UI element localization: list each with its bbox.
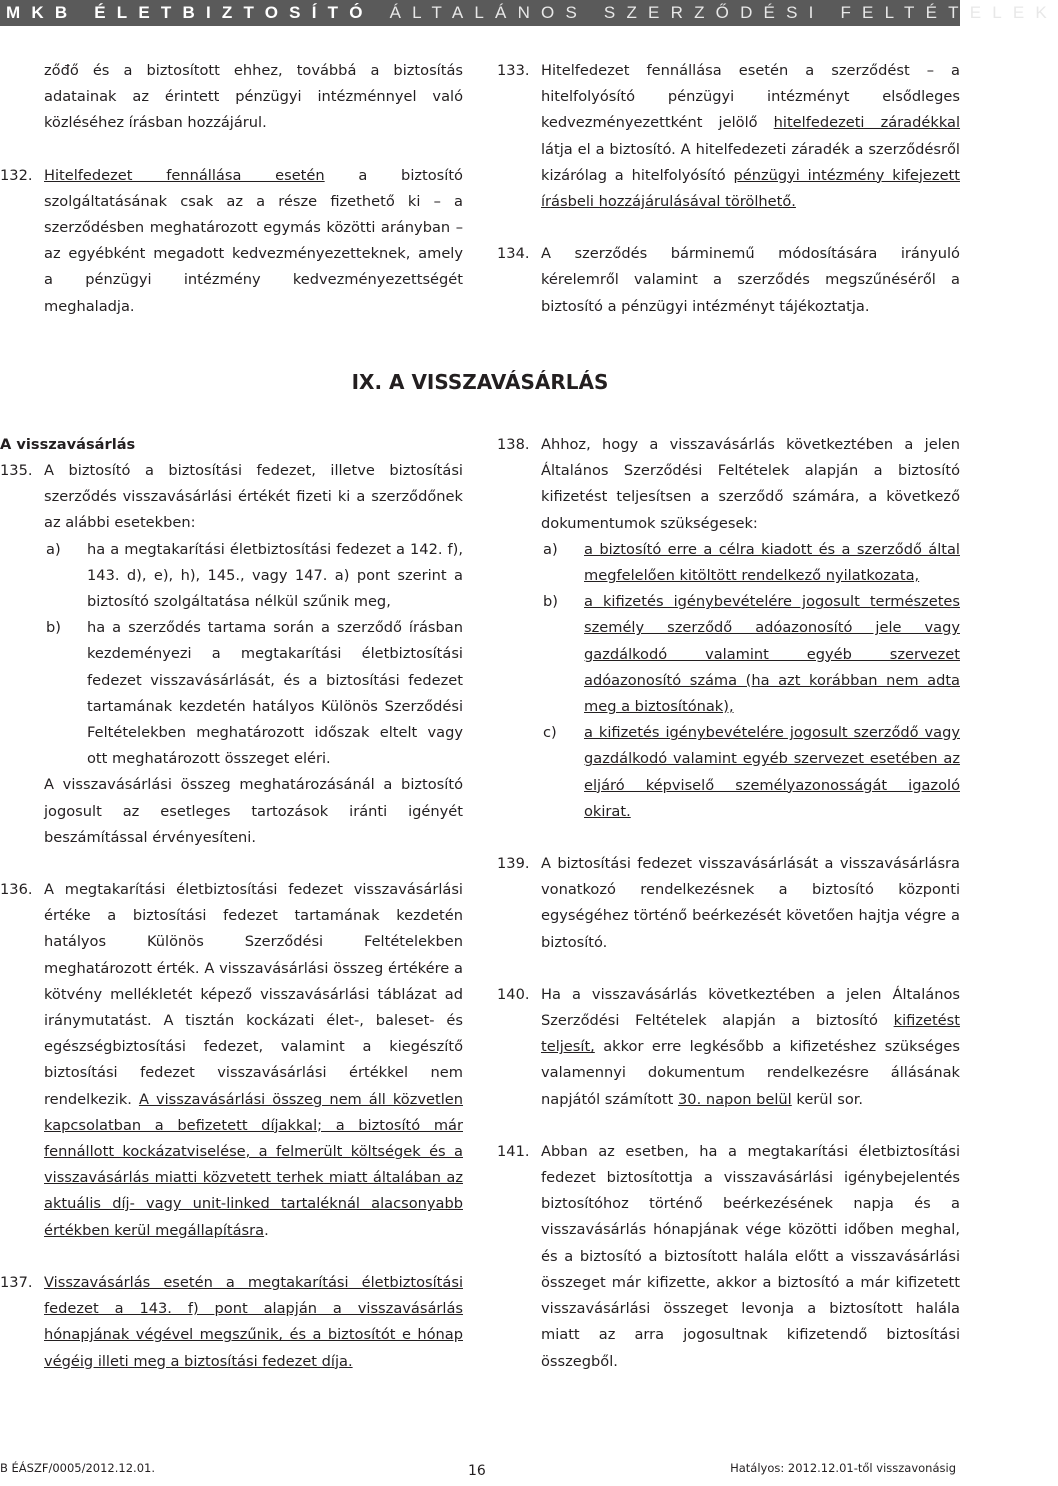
paragraph-continuation (0, 58, 463, 137)
list-item-c (497, 720, 960, 825)
underlined-text: a kifizetés igénybevételére jogosult szerződő vagy gazdálkodó valamint egyéb szervezet esetében az eljáró képviselő személyazonosságát igazoló okirat. (584, 724, 960, 820)
paragraph-number: 141. (497, 1142, 530, 1160)
section-title: IX. A VISSZAVÁSÁRLÁS (351, 370, 609, 394)
list-label: c) (543, 724, 557, 742)
list-item-a (497, 537, 960, 589)
paragraph-136 (0, 877, 463, 1244)
paragraph-text: Ha a visszavásárlás következtében a jelen Általános Szerződési Feltételek alapján a biztosító (541, 985, 960, 1030)
page-header (0, 0, 1058, 26)
paragraph-text: A megtakarítási életbiztosítási fedezet visszavásárlási értéke a biztosítási fedezet tartamának kezdetén hatályos Különös Szerződési Feltételekben meghatározott érték. A visszavásárlási összeg értékére a kötvény mellékletét képező visszavásárlási táblázat ad iránymutatást. A tisztán kockázati élet-, baleset- és egészségbiztosítási fedezet, valamint a kiegészítő biztosítási fedezet visszavásárlási értékkel nem rendelkezik. (44, 881, 463, 1108)
paragraph-number: 136. (0, 881, 33, 899)
header-doc-title: ÁLTALÁNOS SZERZŐDÉSI FELTÉTELEK (389, 3, 1058, 22)
paragraph-132 (0, 163, 463, 320)
underlined-text: Hitelfedezet fennállása esetén (44, 166, 325, 184)
paragraph-text: A biztosító a biztosítási fedezet, illetve biztosítási szerződés visszavásárlási értékét fizeti ki a szerződőnek az alábbi esetekben: (44, 462, 463, 532)
paragraph-text: zőđő és a biztosított ehhez, továbbá a biztosítás adatainak az érintett pénzügyi intézménnyel való közléséhez írásban hozzájárul. (44, 62, 463, 132)
paragraph-text: látja el a biztosító. A hitelfedezeti záradék a szerződésről kizárólag a hitelfolyósító (541, 140, 960, 184)
right-bottom-column (497, 432, 960, 1375)
paragraph-text: A biztosítási fedezet visszavásárlását a visszavásárlásra vonatkozó rendelkezésnek a biztosító központi egységéhez történő beérkezését követően hajtja végre a biztosító. (541, 855, 960, 951)
paragraph-135 (0, 458, 463, 537)
paragraph-text: kerül sor. (791, 1090, 864, 1108)
paragraph-text: . (264, 1221, 269, 1239)
underlined-text: pénzügyi intézmény kifejezett írásbeli hozzájárulásával törölhető. (541, 166, 960, 211)
left-bottom-column (0, 458, 463, 1375)
paragraph-number: 134. (497, 245, 530, 263)
list-item-b (497, 589, 960, 720)
page-number: 16 (468, 1463, 486, 1479)
right-top-column (497, 58, 960, 320)
underlined-text: a biztosító erre a célra kiadott és a szerződő által megfelelően kitöltött rendelkező nyilatkozata, (584, 540, 960, 585)
document-code: B ÉÁSZF/0005/2012.12.01. (0, 1461, 155, 1475)
list-text: ha a szerződés tartama során a szerződő írásban kezdeményezi a megtakarítási életbiztosítási fedezet visszavásárlását, és a biztosítási fedezet tartamának kezdetén hatályos Különös Szerződési Feltételekben meghatározott időszak eltelt vagy ott meghatározott összeget eléri. (87, 619, 463, 768)
paragraph-text: Ahhoz, hogy a visszavásárlás következtében a jelen Általános Szerződési Feltételek alapján a biztosító kifizetést teljesítsen a szerződő számára, a következő dokumentumok szükségesek: (541, 436, 960, 532)
list-label: a) (46, 540, 61, 558)
list-item-a (0, 537, 463, 616)
effective-date: Hatályos: 2012.12.01-től visszavonásig (730, 1461, 956, 1475)
paragraph-140 (497, 982, 960, 1113)
header-company: MKB ÉLETBIZTOSÍTÓ (6, 3, 374, 22)
list-label: b) (46, 619, 61, 637)
paragraph-number: 139. (497, 855, 530, 873)
paragraph-text: Abban az esetben, ha a megtakarítási életbiztosítási fedezet biztosítottja a visszavásárlási igénybejelentés biztosítóhoz történő beérkezésének napja és a visszavásárlás hónapjának vége közötti időben meghal, és a biztosító a biztosított halála előtt a visszavásárlási összeget már kifizette, akkor a biztosító a már kifizetett visszavásárlási összeget levonja a biztosított halála miatt az arra jogosultnak kifizetendő biztosítási összegből. (541, 1142, 960, 1370)
page-footer (0, 1454, 960, 1483)
paragraph-137 (0, 1270, 463, 1375)
paragraph-134 (497, 241, 960, 320)
paragraph-141 (497, 1139, 960, 1375)
underlined-text: Visszavásárlás esetén a megtakarítási életbiztosítási fedezet a 143. f) pont alapján a visszavásárlás hónapjának végével megszűnik, és a biztosítót e hónap végéig illeti meg a biztosítási fedezet díja. (44, 1273, 463, 1370)
paragraph-135-tail (0, 772, 463, 851)
paragraph-139 (497, 851, 960, 956)
section-subtitle: A visszavásárlás (0, 436, 136, 453)
paragraph-number: 133. (497, 62, 530, 79)
paragraph-text: Hitelfedezet fennállása esetén a szerződést – a hitelfolyósító pénzügyi intézményt elsődleges kedvezményezettként jelölő (541, 62, 960, 132)
underlined-text: hitelfedezeti záradékkal (773, 114, 961, 132)
paragraph-text: A szerződés bárminemű módosítására irányuló kérelemről valamint a szerződés megszűnéséről a biztosító a pénzügyi intézményt tájékoztatja. (541, 245, 960, 315)
underlined-text: A visszavásárlási összeg nem áll közvetlen kapcsolatban a befizetett díjakkal; a biztosító már fennállott kockázatviselése, a felmerült költségek és a visszavásárlás miatti közvetett terhek miatt általában az aktuális díj- vagy unit-linked tartaléknál alacsonyabb értékben kerül megállapításra (44, 1090, 464, 1239)
paragraph-number: 132. (0, 166, 33, 184)
underlined-text: kifizetést teljesít, (541, 1012, 960, 1056)
paragraph-number: 140. (497, 985, 530, 1003)
paragraph-138 (497, 432, 960, 537)
list-item-b (0, 615, 463, 772)
underlined-text: a kifizetés igénybevételére jogosult természetes személy szerződő adóazonosító jele vagy gazdálkodó valamint egyéb szervezet adóazonosító száma (ha azt korábban nem adta meg a biztosítónak), (584, 593, 960, 716)
paragraph-text: akkor erre legkésőbb a kifizetéshez szükséges valamennyi dokumentum rendelkezésre állásának napjától számított (541, 1038, 960, 1108)
left-top-column (0, 58, 463, 320)
paragraph-number: 137. (0, 1273, 33, 1291)
paragraph-133 (497, 58, 960, 215)
paragraph-text: a biztosító szolgáltatásának csak az a része fizethető ki – a szerződésben meghatározott egymás közötti arányban – az egyébként megadott kedvezményezetteknek, amely a pénzügyi intézmény kedvezményezettségét meghaladja. (44, 166, 463, 315)
paragraph-number: 135. (0, 462, 33, 479)
list-label: b) (543, 593, 558, 611)
underlined-text: 30. napon belül (678, 1090, 792, 1108)
list-text: ha a megtakarítási életbiztosítási fedezet a 142. f), 143. d), e), h), 145., vagy 147. a) pont szerint a biztosító szolgáltatása nélkül szűnik meg, (87, 540, 463, 611)
list-label: a) (543, 540, 558, 558)
paragraph-text: A visszavásárlási összeg meghatározásánál a biztosító jogosult az esetleges tartozások iránti igényét beszámítással érvényesíteni. (44, 776, 463, 846)
paragraph-number: 138. (497, 436, 530, 453)
